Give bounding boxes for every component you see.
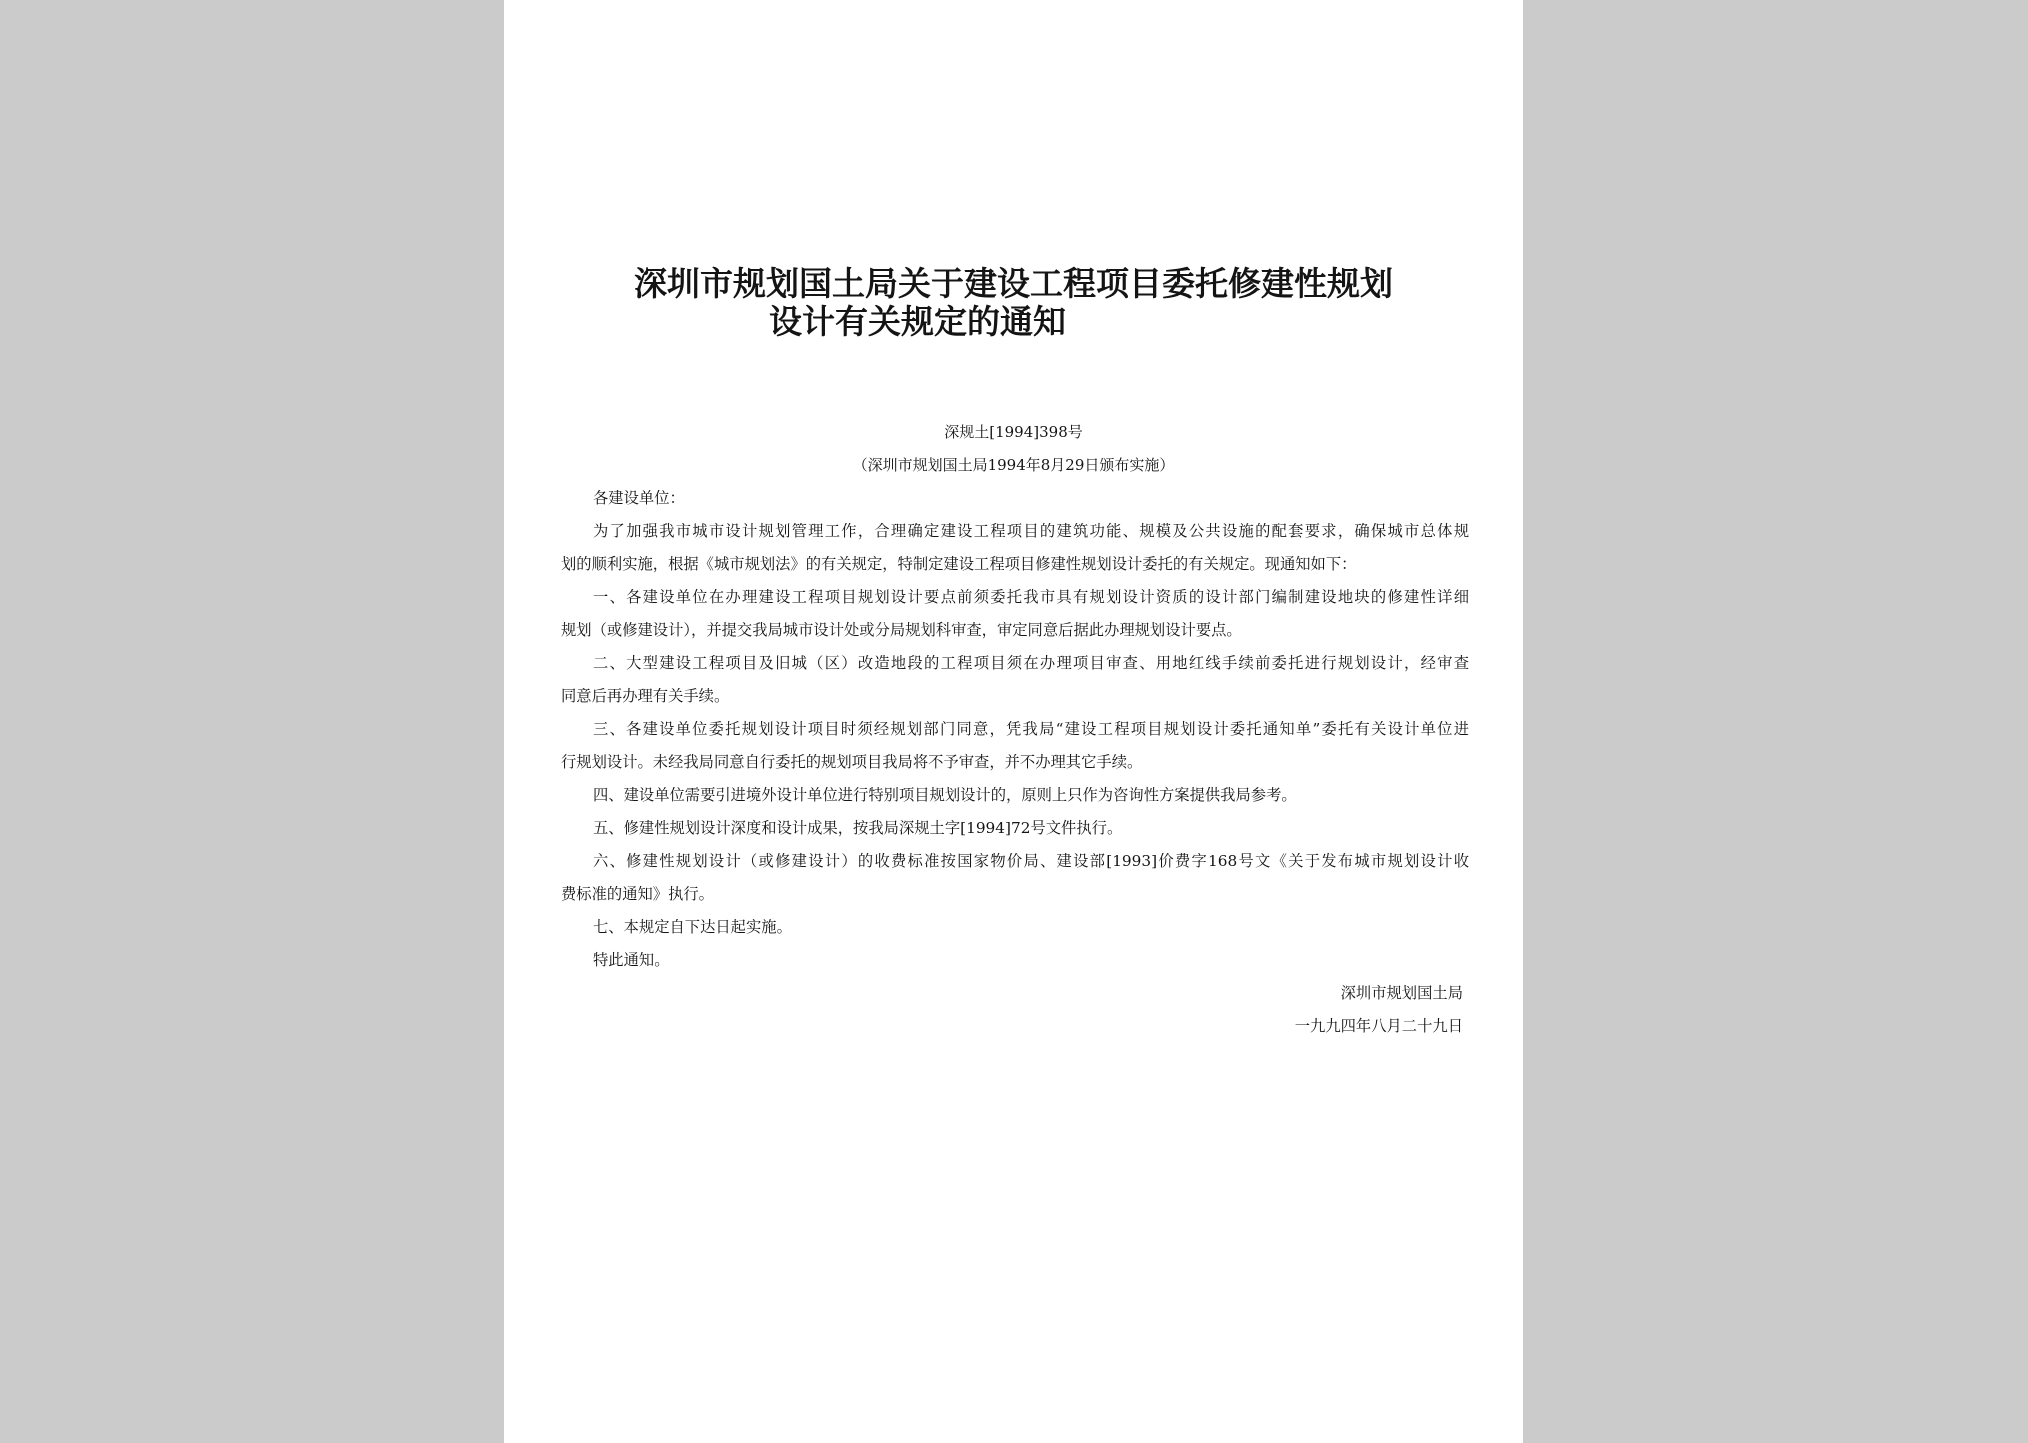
document-title-line-1: 深圳市规划国土局关于建设工程项目委托修建性规划 [634, 264, 1393, 303]
signature-organization: 深圳市规划国土局 [1340, 984, 1463, 1002]
item-2-line-2: 同意后再办理有关手续。 [561, 687, 730, 705]
signature-date: 一九九四年八月二十九日 [1294, 1017, 1463, 1035]
item-6-line-2: 费标准的通知》执行。 [561, 885, 714, 903]
addressee: 各建设单位： [593, 489, 685, 507]
closing-text: 特此通知。 [593, 951, 670, 969]
item-4: 四、建设单位需要引进境外设计单位进行特别项目规划设计的，原则上只作为咨询性方案提供我局参考。 [593, 786, 1297, 804]
item-1-line-1: 一、各建设单位在办理建设工程项目规划设计要点前须委托我市具有规划设计资质的设计部门编制建设地块的修建性详细 [593, 588, 1469, 606]
item-3-line-1: 三、各建设单位委托规划设计项目时须经规划部门同意，凭我局“建设工程项目规划设计委托通知单”委托有关设计单位进 [593, 720, 1469, 738]
intro-line-1: 为了加强我市城市设计规划管理工作，合理确定建设工程项目的建筑功能、规模及公共设施的配套要求，确保城市总体规 [593, 522, 1469, 540]
item-6-line-1: 六、修建性规划设计（或修建设计）的收费标准按国家物价局、建设部[1993]价费字168号文《关于发布城市规划设计收 [593, 852, 1469, 870]
item-3-line-2: 行规划设计。未经我局同意自行委托的规划项目我局将不予审查，并不办理其它手续。 [561, 753, 1143, 771]
document-title-line-2: 设计有关规定的通知 [769, 302, 1066, 341]
item-5: 五、修建性规划设计深度和设计成果，按我局深规土字[1994]72号文件执行。 [593, 819, 1123, 837]
document-number: 深规土[1994]398号 [944, 423, 1083, 441]
document-page [504, 0, 1523, 1443]
issued-note: （深圳市规划国土局1994年8月29日颁布实施） [852, 456, 1175, 474]
item-2-line-1: 二、大型建设工程项目及旧城（区）改造地段的工程项目须在办理项目审查、用地红线手续前委托进行规划设计，经审查 [593, 654, 1469, 672]
item-1-line-2: 规划（或修建设计），并提交我局城市设计处或分局规划科审查，审定同意后据此办理规划设计要点。 [561, 621, 1242, 639]
item-7: 七、本规定自下达日起实施。 [593, 918, 792, 936]
intro-line-2: 划的顺利实施，根据《城市规划法》的有关规定，特制定建设工程项目修建性规划设计委托的有关规定。现通知如下： [561, 555, 1357, 573]
